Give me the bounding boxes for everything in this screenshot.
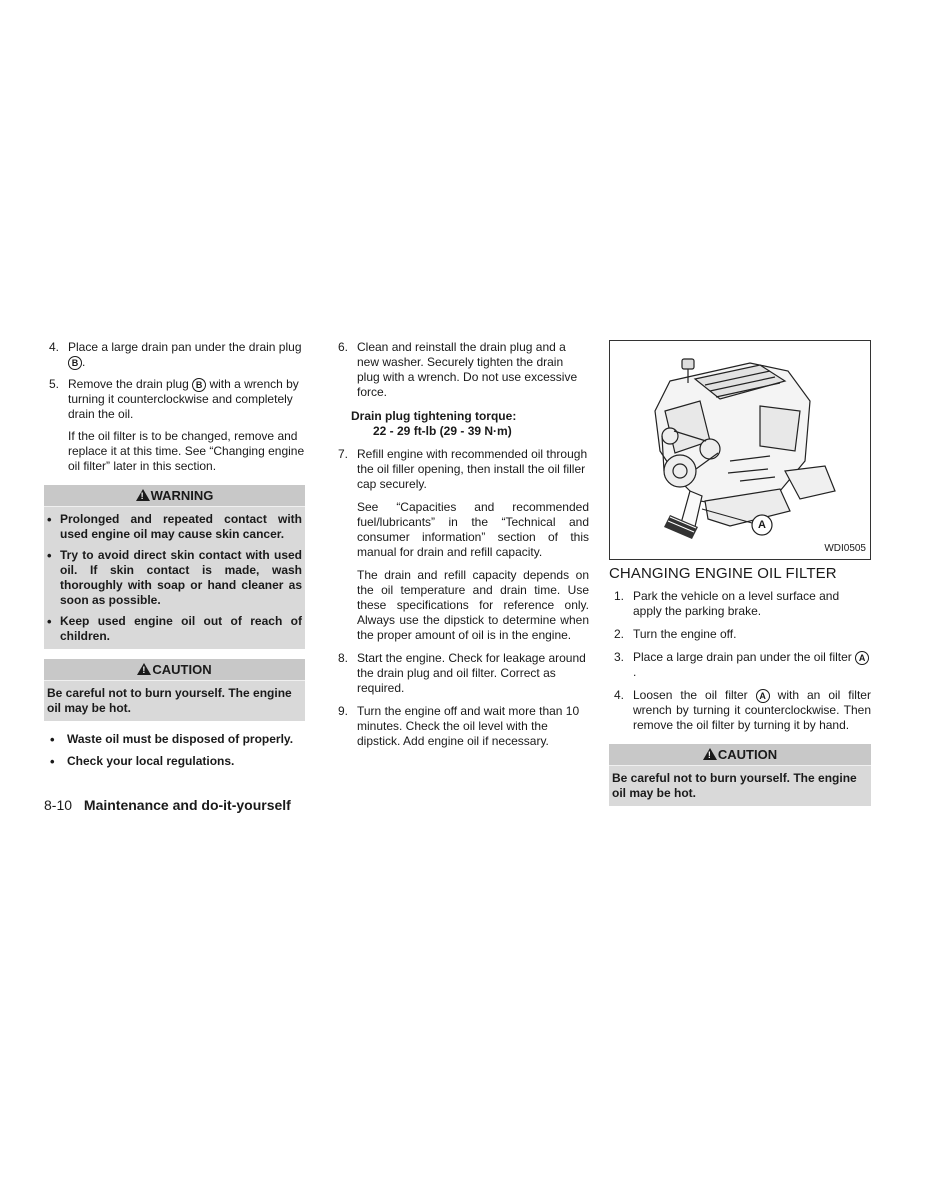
bullet-regulations: • Check your local regulations. <box>44 754 305 769</box>
step-6-reinstall: 6. Clean and reinstall the drain plug and a new washer. Securely tighten the drain plug with a wrench. Do not use excessive force. <box>338 340 578 399</box>
caution-box-filter <box>609 744 871 806</box>
warning-box <box>44 485 305 649</box>
filter-step-2: 2. Turn the engine off. <box>614 627 737 641</box>
marker-b-icon: B <box>192 378 206 392</box>
figure-code: WDI0505 <box>824 543 866 554</box>
warning-header: ! WARNING <box>44 485 305 507</box>
section-name: Maintenance and do-it-yourself <box>83 797 291 813</box>
engine-drawing-icon <box>610 341 870 559</box>
step-7-refill: 7. Refill engine with recommended oil through the oil filler opening, then install the oil filler cap securely. <box>338 447 588 491</box>
step-8-check-leak: 8. Start the engine. Check for leakage around the drain plug and oil filter. Correct as required. <box>338 651 586 695</box>
callout-a-label: A <box>758 519 766 531</box>
page-number: 8-10 <box>44 797 73 813</box>
section-title: CHANGING ENGINE OIL FILTER <box>609 565 837 582</box>
page-footer <box>44 797 291 813</box>
caution-triangle-icon: ! <box>137 663 151 675</box>
warning-item: • Try to avoid direct skin contact with used oil. If skin contact is made, wash thoroughly with soap or hand cleaner as soon as possible. <box>47 548 302 608</box>
torque-spec: Drain plug tightening torque: 22 - 29 ft-lb (29 - 39 N·m) <box>351 409 517 438</box>
warning-body <box>44 507 305 649</box>
bullet-dispose: • Waste oil must be disposed of properly. <box>44 732 305 747</box>
warning-triangle-icon: ! <box>136 489 150 501</box>
caution-text: Be careful not to burn yourself. The engine oil may be hot. <box>47 686 292 715</box>
step-5-remove-plug: 5. Remove the drain plug B with a wrench by turning it counterclockwise and completely drain the oil. <box>49 377 299 421</box>
step-4-drain-pan: 4. Place a large drain pan under the drain plug B . <box>49 340 302 369</box>
capacities-reference: See “Capacities and recommended fuel/lubricants” in the “Technical and consumer information” section of this manual for drain and refill capacity. <box>357 500 589 559</box>
column-right <box>609 340 871 806</box>
filter-step-3: 3. Place a large drain pan under the oil filter A. <box>609 650 871 680</box>
filter-step-4: 4. Loosen the oil filter A with an oil filter wrench by turning it counterclockwise. Then remove the oil filter by turning it by hand. <box>614 688 871 732</box>
caution-triangle-icon: ! <box>703 748 717 760</box>
warning-item: • Prolonged and repeated contact with used engine oil may cause skin cancer. <box>47 512 302 542</box>
engine-oil-filter-illustration <box>609 340 871 560</box>
caution-header: ! CAUTION <box>609 744 871 766</box>
caution-box <box>44 659 305 721</box>
step-9-check-level: 9. Turn the engine off and wait more than 10 minutes. Check the oil level with the dipstick. Add engine oil if necessary. <box>338 704 580 748</box>
column-middle <box>333 340 589 756</box>
column-left <box>44 340 305 776</box>
capacity-note: The drain and refill capacity depends on the oil temperature and drain time. Use these specifications for reference only. Always use the dipstick to determine when the proper amount of oil is in the engine. <box>357 568 589 642</box>
warning-item: • Keep used engine oil out of reach of children. <box>47 614 302 644</box>
marker-b-icon: B <box>68 356 82 370</box>
marker-a-icon: A <box>756 689 770 703</box>
caution-text: Be careful not to burn yourself. The engine oil may be hot. <box>612 771 857 800</box>
filter-step-1: 1. Park the vehicle on a level surface and apply the parking brake. <box>614 589 840 618</box>
caution-header: ! CAUTION <box>44 659 305 681</box>
marker-a-icon: A <box>855 651 869 665</box>
filter-note: If the oil filter is to be changed, remove and replace it at this time. See “Changing engine oil filter” later in this section. <box>68 429 305 473</box>
